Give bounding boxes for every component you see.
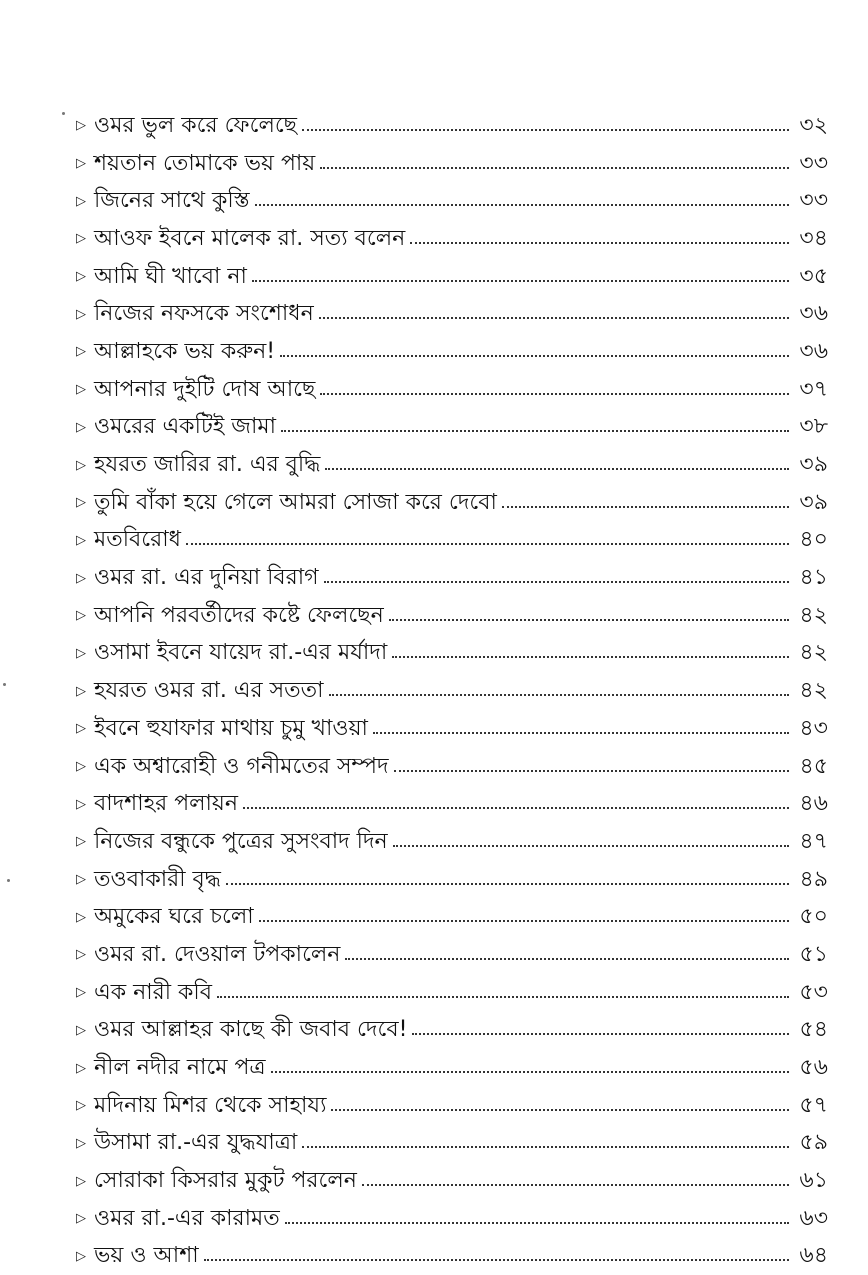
toc-entry[interactable] — [72, 107, 828, 145]
dotted-leader — [319, 317, 789, 319]
triangle-right-icon: ▷ — [76, 419, 86, 435]
toc-entry-title: ওমর ভুল করে ফেলেছে — [94, 112, 298, 138]
triangle-right-icon: ▷ — [76, 344, 86, 360]
toc-entry-title: বাদশাহর পলায়ন — [94, 791, 239, 817]
toc-entry-title: হযরত জারির রা. এর বুদ্ধি — [94, 452, 321, 478]
toc-entry-page-number: ৩৬ — [799, 338, 828, 364]
dotted-leader — [394, 770, 789, 772]
scan-speck — [3, 683, 6, 686]
toc-entry-page-number: ৩৫ — [799, 263, 828, 289]
dotted-leader — [255, 204, 789, 206]
toc-entry-title: নিজের বন্ধুকে পুত্রের সুসংবাদ দিন — [94, 828, 388, 854]
dotted-leader — [329, 694, 789, 696]
toc-entry-page-number: ৫৩ — [799, 979, 828, 1005]
toc-entry[interactable] — [72, 258, 828, 296]
toc-entry-title: ভয় ও আশা — [94, 1243, 199, 1269]
dotted-leader — [324, 581, 789, 583]
toc-entry-page-number: ৩৬ — [799, 301, 828, 327]
toc-entry-page-number: ৪৬ — [799, 791, 828, 817]
table-of-contents — [72, 107, 828, 1275]
dotted-leader — [226, 883, 789, 885]
toc-entry-page-number: ৪০ — [799, 527, 828, 553]
toc-entry-title: জিনের সাথে কুস্তি — [94, 188, 250, 214]
triangle-right-icon: ▷ — [76, 1173, 86, 1189]
toc-entry-page-number: ৩২ — [799, 112, 828, 138]
triangle-right-icon: ▷ — [76, 532, 86, 548]
toc-entry[interactable] — [72, 1087, 828, 1125]
triangle-right-icon: ▷ — [76, 872, 86, 888]
dotted-leader — [243, 807, 789, 809]
toc-entry[interactable] — [72, 635, 828, 673]
triangle-right-icon: ▷ — [76, 1248, 86, 1264]
toc-entry[interactable] — [72, 710, 828, 748]
toc-entry-page-number: ৫৪ — [799, 1017, 828, 1043]
toc-entry-title: নিজের নফসকে সংশোধন — [94, 301, 314, 327]
toc-entry-title: ওমরের একটিই জামা — [94, 414, 276, 440]
toc-entry[interactable] — [72, 371, 828, 409]
toc-entry[interactable] — [72, 672, 828, 710]
toc-entry-page-number: ৩৩ — [799, 188, 828, 214]
toc-entry-title: ওমর রা. দেওয়াল টপকালেন — [94, 941, 341, 967]
toc-entry[interactable] — [72, 295, 828, 333]
toc-entry-title: আওফ ইবনে মালেক রা. সত্য বলেন — [94, 225, 406, 251]
toc-entry[interactable] — [72, 861, 828, 899]
toc-entry-title: এক অশ্বারোহী ও গনীমতের সম্পদ — [94, 753, 389, 779]
dotted-leader — [412, 1033, 789, 1035]
toc-entry-page-number: ৬৪ — [799, 1243, 828, 1269]
toc-entry-page-number: ৪১ — [799, 565, 828, 591]
toc-entry-title: অমুকের ঘরে চলো — [94, 904, 254, 930]
triangle-right-icon: ▷ — [76, 759, 86, 775]
dotted-leader — [280, 355, 789, 357]
triangle-right-icon: ▷ — [76, 721, 86, 737]
toc-entry-page-number: ৬১ — [799, 1168, 828, 1194]
toc-entry-page-number: ৩৭ — [799, 376, 828, 402]
triangle-right-icon: ▷ — [76, 796, 86, 812]
toc-entry-page-number: ৩৯ — [799, 452, 828, 478]
triangle-right-icon: ▷ — [76, 495, 86, 511]
toc-entry[interactable] — [72, 1012, 828, 1050]
dotted-leader — [362, 1184, 789, 1186]
dotted-leader — [259, 920, 789, 922]
toc-entry[interactable] — [72, 145, 828, 183]
dotted-leader — [281, 430, 789, 432]
toc-entry-page-number: ৪৯ — [799, 866, 828, 892]
triangle-right-icon: ▷ — [76, 570, 86, 586]
toc-entry-title: নীল নদীর নামে পত্র — [94, 1055, 266, 1081]
dotted-leader — [217, 996, 789, 998]
toc-entry-title: হযরত ওমর রা. এর সততা — [94, 678, 324, 704]
toc-entry[interactable] — [72, 785, 828, 823]
toc-entry-title: আপনি পরবর্তীদের কষ্টে ফেলছেন — [94, 602, 384, 628]
triangle-right-icon: ▷ — [76, 231, 86, 247]
scan-speck — [62, 112, 65, 115]
toc-entry-page-number: ৩৮ — [799, 414, 828, 440]
toc-entry-page-number: ৫৯ — [799, 1130, 828, 1156]
toc-entry-title: ইবনে হুযাফার মাথায় চুমু খাওয়া — [94, 715, 368, 741]
triangle-right-icon: ▷ — [76, 608, 86, 624]
toc-entry-page-number: ৪২ — [799, 678, 828, 704]
toc-entry-page-number: ৫১ — [799, 941, 828, 967]
toc-entry-title: মদিনায় মিশর থেকে সাহায্য — [94, 1092, 327, 1118]
toc-entry[interactable] — [72, 522, 828, 560]
dotted-leader — [320, 167, 789, 169]
dotted-leader — [393, 845, 789, 847]
dotted-leader — [320, 393, 789, 395]
dotted-leader — [325, 468, 789, 470]
dotted-leader — [302, 1146, 789, 1148]
triangle-right-icon: ▷ — [76, 306, 86, 322]
toc-entry[interactable] — [72, 559, 828, 597]
toc-entry[interactable] — [72, 333, 828, 371]
dotted-leader — [285, 1222, 789, 1224]
triangle-right-icon: ▷ — [76, 382, 86, 398]
toc-entry[interactable] — [72, 220, 828, 258]
toc-entry-page-number: ৩৯ — [799, 489, 828, 515]
triangle-right-icon: ▷ — [76, 457, 86, 473]
dotted-leader — [204, 1259, 789, 1261]
toc-entry-page-number: ৪৩ — [799, 715, 828, 741]
dotted-leader — [392, 656, 789, 658]
toc-entry[interactable] — [72, 1238, 828, 1275]
toc-entry[interactable] — [72, 1125, 828, 1163]
triangle-right-icon: ▷ — [76, 1211, 86, 1227]
toc-entry[interactable] — [72, 1162, 828, 1200]
dotted-leader — [373, 732, 789, 734]
toc-entry-page-number: ৩৪ — [799, 225, 828, 251]
triangle-right-icon: ▷ — [76, 645, 86, 661]
toc-entry-page-number: ৪২ — [799, 602, 828, 628]
toc-entry-title: শয়তান তোমাকে ভয় পায় — [94, 150, 316, 176]
toc-entry-title: তওবাকারী বৃদ্ধ — [94, 866, 221, 892]
toc-entry-title: মতবিরোধ — [94, 527, 181, 553]
triangle-right-icon: ▷ — [76, 909, 86, 925]
triangle-right-icon: ▷ — [76, 834, 86, 850]
dotted-leader — [389, 619, 789, 621]
triangle-right-icon: ▷ — [76, 947, 86, 963]
toc-entry-page-number: ৫৬ — [799, 1055, 828, 1081]
toc-entry[interactable] — [72, 484, 828, 522]
dotted-leader — [331, 1109, 789, 1111]
toc-entry-title: উসামা রা.-এর যুদ্ধযাত্রা — [94, 1130, 298, 1156]
toc-entry-page-number: ৫৭ — [799, 1092, 828, 1118]
toc-entry[interactable] — [72, 597, 828, 635]
toc-entry-page-number: ৪৫ — [799, 753, 828, 779]
dotted-leader — [271, 1071, 789, 1073]
toc-entry-title: ওমর রা.-এর কারামত — [94, 1205, 280, 1231]
toc-entry[interactable] — [72, 1200, 828, 1238]
toc-entry[interactable] — [72, 748, 828, 786]
toc-entry-title: এক নারী কবি — [94, 979, 212, 1005]
toc-entry[interactable] — [72, 446, 828, 484]
toc-entry-page-number: ৬৩ — [799, 1205, 828, 1231]
toc-entry[interactable] — [72, 182, 828, 220]
triangle-right-icon: ▷ — [76, 269, 86, 285]
toc-entry-page-number: ৪২ — [799, 640, 828, 666]
dotted-leader — [502, 506, 789, 508]
toc-entry-title: আপনার দুইটি দোষ আছে — [94, 376, 316, 402]
toc-entry-title: তুমি বাঁকা হয়ে গেলে আমরা সোজা করে দেবো — [94, 489, 497, 515]
triangle-right-icon: ▷ — [76, 683, 86, 699]
toc-entry[interactable] — [72, 974, 828, 1012]
toc-entry-title: ওমর আল্লাহর কাছে কী জবাব দেবে! — [94, 1017, 408, 1043]
toc-entry-page-number: ৩৩ — [799, 150, 828, 176]
toc-entry[interactable] — [72, 936, 828, 974]
toc-entry-page-number: ৪৭ — [799, 828, 828, 854]
scan-speck — [7, 879, 10, 882]
triangle-right-icon: ▷ — [76, 156, 86, 172]
dotted-leader — [345, 958, 789, 960]
triangle-right-icon: ▷ — [76, 1135, 86, 1151]
toc-entry[interactable] — [72, 409, 828, 447]
toc-entry-title: সোরাকা কিসরার মুকুট পরলেন — [94, 1168, 357, 1194]
toc-entry-title: আমি ঘী খাবো না — [94, 263, 247, 289]
triangle-right-icon: ▷ — [76, 1098, 86, 1114]
toc-entry-title: ওমর রা. এর দুনিয়া বিরাগ — [94, 565, 319, 591]
triangle-right-icon: ▷ — [76, 1060, 86, 1076]
triangle-right-icon: ▷ — [76, 118, 86, 134]
triangle-right-icon: ▷ — [76, 1022, 86, 1038]
dotted-leader — [252, 280, 789, 282]
dotted-leader — [410, 242, 789, 244]
toc-entry[interactable] — [72, 898, 828, 936]
toc-entry-page-number: ৫০ — [799, 904, 828, 930]
triangle-right-icon: ▷ — [76, 193, 86, 209]
toc-entry[interactable] — [72, 1049, 828, 1087]
dotted-leader — [302, 129, 789, 131]
triangle-right-icon: ▷ — [76, 985, 86, 1001]
toc-entry-title: ওসামা ইবনে যায়েদ রা.-এর মর্যাদা — [94, 640, 388, 666]
dotted-leader — [186, 543, 789, 545]
toc-entry[interactable] — [72, 823, 828, 861]
toc-entry-title: আল্লাহকে ভয় করুন! — [94, 338, 276, 364]
